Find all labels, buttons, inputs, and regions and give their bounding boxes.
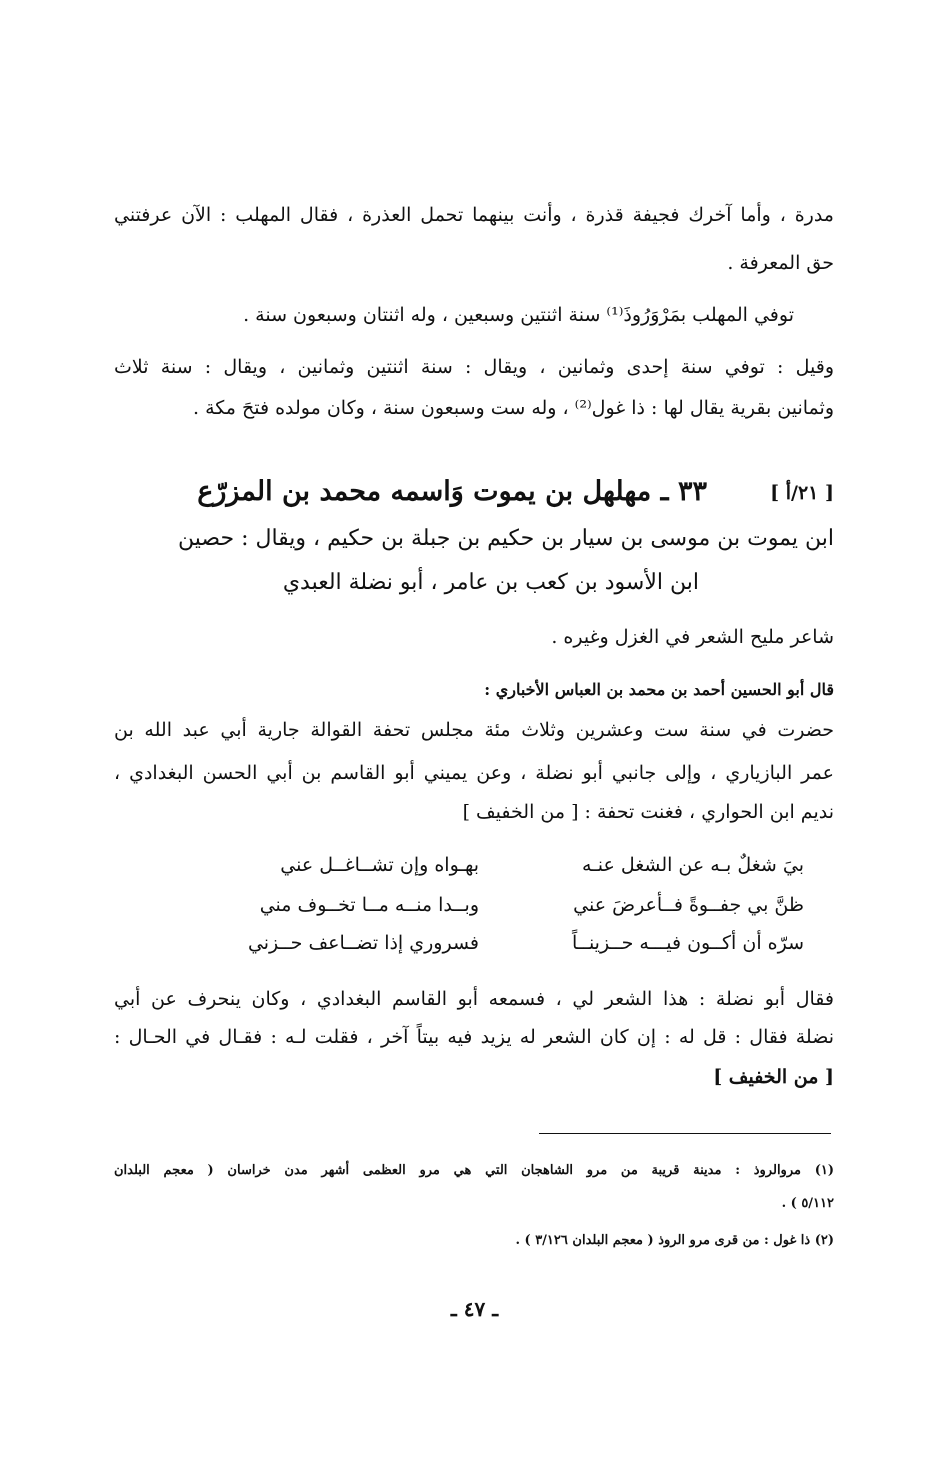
paragraph-line: وثمانين بقرية يقال لها : ذا غول⁽²⁾ ، وله ست وسبعون سنة ، وكان مولده فتحَ مكة . <box>193 397 834 419</box>
closing-line: [ من الخفيف ] <box>713 1066 834 1088</box>
footnote: (١) مروالروذ : مدينة قريبة من مرو الشاهجان التي هي مرو العظمى أشهر مدن خراسان ( معجم البلدان <box>114 1163 834 1178</box>
verse-second-hemistich: فسروري إذا تضــاعف حــزني <box>247 932 479 954</box>
lineage-line: ابن الأسود بن كعب بن عامر ، أبو نضلة العبدي <box>282 570 699 595</box>
verse-second-hemistich: وبــدا منــه مــا تخــوف مني <box>259 894 479 916</box>
verse-first-hemistich: بيَ شغلٌ بـه عن الشغل عنـه <box>581 854 804 876</box>
narrator-line: قال أبو الحسين أحمد بن محمد بن العباس الأخباري : <box>484 680 834 699</box>
lineage-line: ابن يموت بن موسى بن سيار بن حكيم بن جبلة بن حكيم ، ويقال : حصين <box>178 526 834 551</box>
verse-first-hemistich: ظنَّ بي جفــوةً فــأعرضَ عني <box>573 894 804 916</box>
paragraph-line: مدرة ، وأما آخرك فجيفة قذرة ، وأنت بينهما تحمل العذرة ، فقال المهلب : الآن عرفتني <box>114 204 834 226</box>
verse-first-hemistich: سرّه أن أكــون فيـــه حــزينــاً <box>572 932 804 954</box>
footnote-separator <box>539 1133 831 1134</box>
story-line: عمر البازياري ، وإلى جانبي أبو نضلة ، وعن يميني أبو القاسم بن أبي الحسن البغدادي ، <box>114 762 834 784</box>
closing-line: فقال أبو نضلة : هذا الشعر لي ، فسمعه أبو القاسم البغدادي ، وكان ينحرف عن أبي <box>114 988 834 1010</box>
folio-reference: [ ٢١/أ ] <box>770 482 834 504</box>
footnote: ٥/١١٢ ) . <box>781 1196 834 1211</box>
paragraph-line: حق المعرفة . <box>727 252 834 274</box>
verse-second-hemistich: بهـواه وإن تشــاغــل عني <box>280 854 479 876</box>
entry-title: ٣٣ ـ مهلهل بن يموت وَاسمه محمد بن المزرّع <box>197 476 707 507</box>
description: شاعر مليح الشعر في الغزل وغيره . <box>551 626 834 648</box>
footnote: (٢) ذا غول : من قرى مرو الروذ ( معجم البلدان ٣/١٢٦ ) . <box>515 1233 834 1248</box>
paragraph-line: توفي المهلب بمَرْوَرُوذَ⁽¹⁾ سنة اثنتين وسبعين ، وله اثنتان وسبعون سنة . <box>243 304 794 326</box>
page-number: ـ ٤٧ ـ <box>450 1297 499 1321</box>
paragraph-line: وقيل : توفي سنة إحدى وثمانين ، ويقال : سنة اثنتين وثمانين ، ويقال : سنة ثلاث <box>114 356 834 378</box>
story-line: نديم ابن الحواري ، فغنت تحفة : [ من الخفيف ] <box>462 801 834 823</box>
closing-line: نضلة فقال : قل له : إن كان الشعر له يزيد فيه بيتاً آخر ، فقلت لـه : فقـال في الحـال : <box>114 1026 834 1048</box>
story-line: حضرت في سنة ست وعشرين وثلاث مئة مجلس تحفة القوالة جارية أبي عبد الله بن <box>114 719 834 741</box>
